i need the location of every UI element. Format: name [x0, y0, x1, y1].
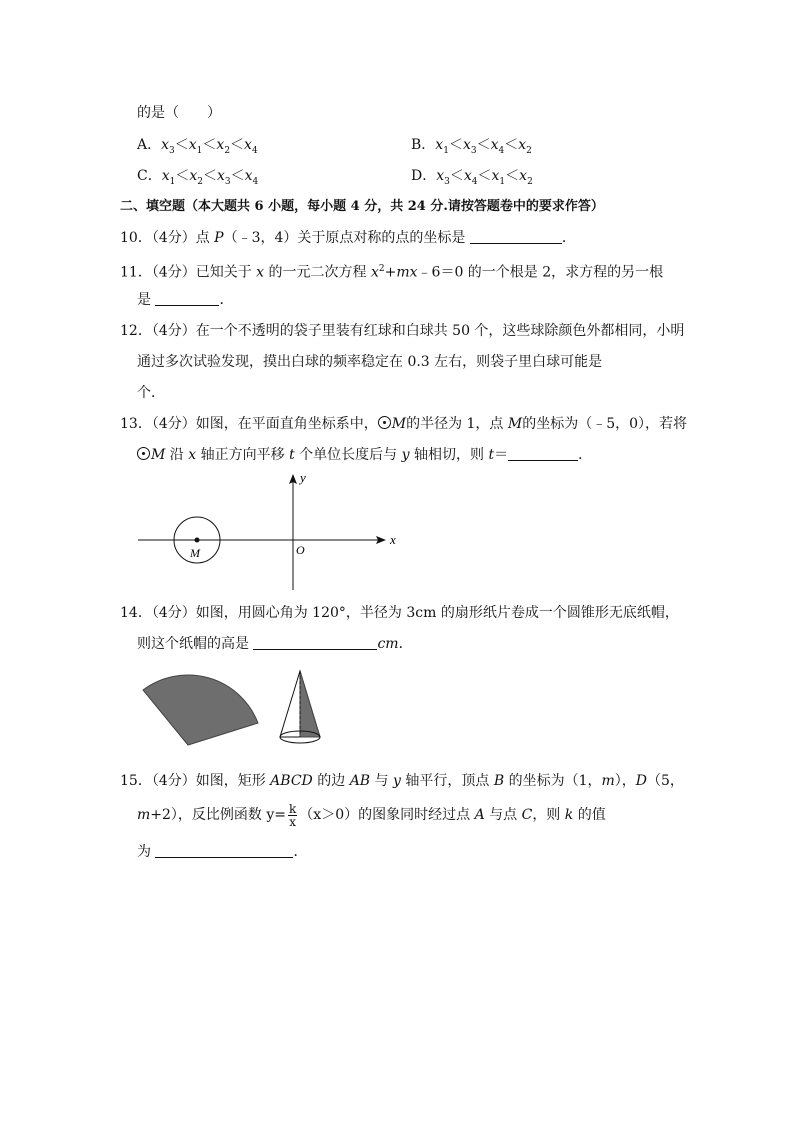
x-axis-label: x [390, 532, 396, 547]
q9-option-c: C．$x_1<x_2<x_3<x_4$ [137, 168, 259, 187]
center-point-m [195, 538, 200, 543]
q9-tail: 的是（ ） [137, 105, 221, 121]
sector-shape [143, 675, 258, 745]
coordinate-figure [130, 468, 410, 594]
section-heading: 二、填空题（本大题共 6 小题，每小题 4 分，共 24 分.请按答题卷中的要求作答） [120, 199, 604, 214]
circle-dot-symbol [137, 447, 150, 460]
circle-dot-symbol [378, 416, 391, 429]
cone-shaded-side [300, 671, 320, 737]
question-13: 13．（4分）如图，在平面直角坐标系中， M的半径为 1，点 M的坐标为（﹣5，0），若将 [120, 416, 688, 432]
question-12: 12．（4分）在一个不透明的袋子里装有红球和白球共 50 个，这些球除颜色外都相同，小明 [120, 323, 685, 339]
fraction-k-over-x: $\frac{k}{x}$ [289, 801, 297, 829]
y-axis-label: y [300, 470, 306, 485]
origin-label: O [296, 543, 305, 557]
answer-blank-15[interactable] [155, 843, 293, 858]
sector-figure [135, 665, 265, 750]
question-15: 15．（4分）如图，矩形 ABCD 的边 AB 与 y 轴平行，顶点 B 的坐标为（1，m），D（5， [120, 773, 684, 789]
question-10: 10．（4分）点 P（﹣3，4）关于原点对称的点的坐标是 ． [120, 230, 576, 246]
question-14-line2: 则这个纸帽的高是 cm． [137, 636, 413, 652]
answer-blank-11[interactable] [155, 291, 219, 306]
question-13-line2: M 沿 x 轴正方向平移 t 个单位长度后与 y 轴相切，则 t＝ ． [137, 446, 592, 464]
q9-option-b: B．$x_1<x_3<x_4<x_2$ [411, 137, 532, 156]
question-14: 14．（4分）如图，用圆心角为 120°，半径为 3cm 的扇形纸片卷成一个圆锥形无底纸帽， [120, 605, 679, 621]
answer-blank-10[interactable] [470, 229, 562, 244]
question-11: 11．（4分）已知关于 x 的一元二次方程 $x^2+mx﹣6=0$ 的一个根是 2，求方程的另一根 [120, 264, 664, 281]
cone-figure [272, 665, 332, 755]
question-12-line2: 通过多次试验发现，摸出白球的频率稳定在 0.3 左右，则袋子里白球可能是 [137, 354, 603, 370]
question-15-line2: m+2），反比例函数 y= $\frac{k}{x}$ （x＞0）的图象同时经过点 A 与点 C，则 k 的值 [137, 801, 606, 829]
q9-option-d: D．$x_3<x_4<x_1<x_2$ [411, 168, 533, 187]
answer-blank-13[interactable] [508, 446, 578, 461]
question-12-line3: 个． [137, 385, 165, 401]
q9-option-a: A．$x_3<x_1<x_2<x_4$ [137, 137, 258, 156]
question-11-line2: 是 ． [137, 292, 234, 308]
answer-blank-14[interactable] [253, 635, 377, 650]
m-label: M [190, 546, 200, 560]
question-15-line3: 为 ． [137, 844, 308, 860]
